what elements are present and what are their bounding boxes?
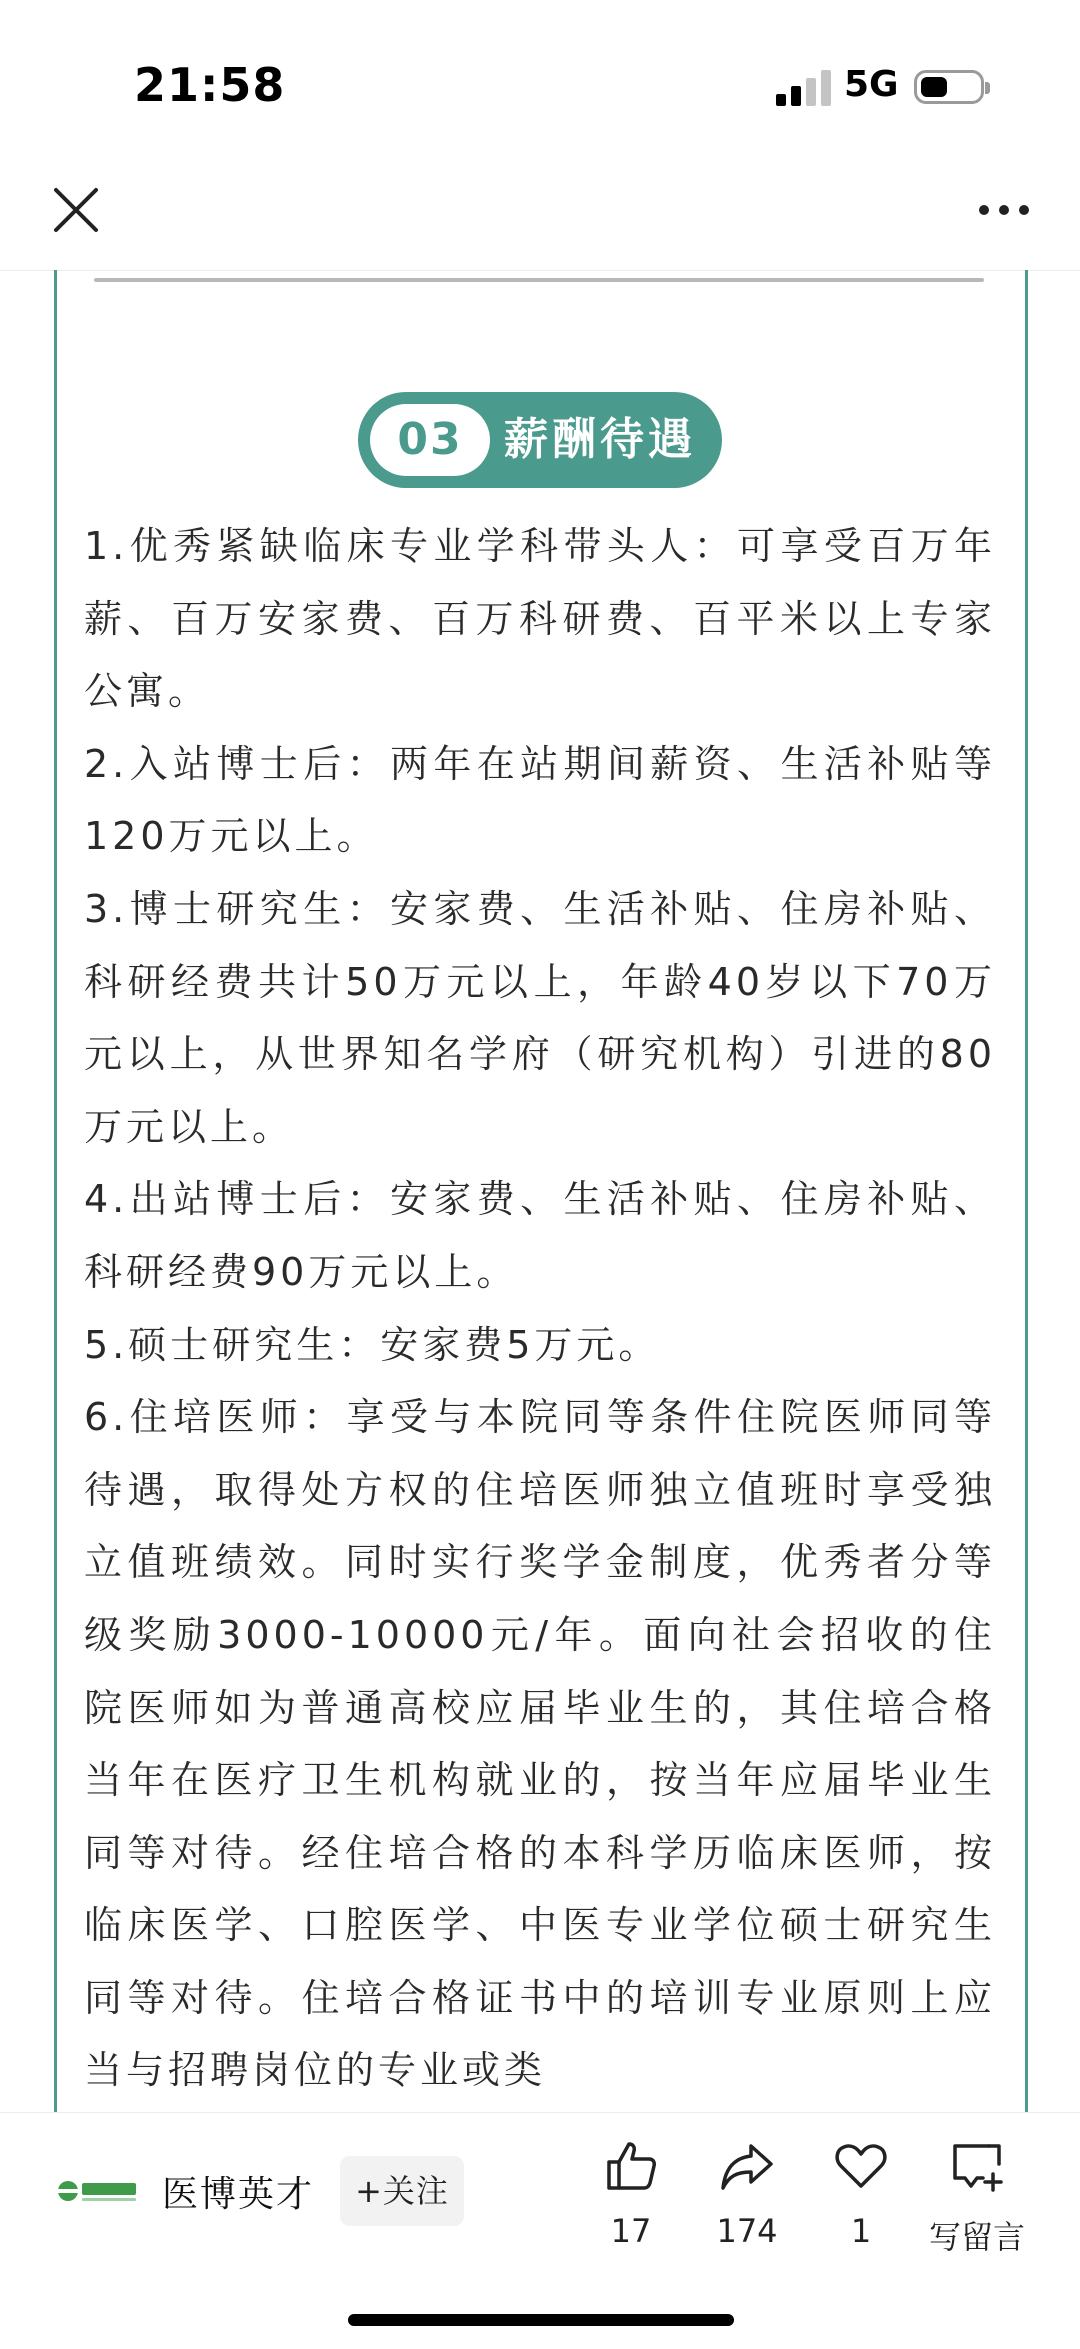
share-icon bbox=[719, 2138, 775, 2194]
thumbs-up-icon bbox=[603, 2138, 659, 2194]
share-button[interactable] bbox=[692, 2138, 802, 2250]
section-title: 薪酬待遇 bbox=[504, 414, 696, 465]
nav-bar bbox=[0, 170, 1080, 271]
comment-label: 写留言 bbox=[928, 2218, 1025, 2256]
heart-icon bbox=[833, 2138, 889, 2194]
paragraph: 3.博士研究生：安家费、生活补贴、住房补贴、科研经费共计50万元以上，年龄40岁以下70万元以上，从世界知名学府（研究机构）引进的80万元以上。 bbox=[84, 886, 996, 1149]
favorite-count: 1 bbox=[850, 2212, 872, 2250]
section-header bbox=[358, 392, 722, 488]
comment-icon bbox=[949, 2138, 1005, 2194]
status-bar bbox=[0, 0, 1080, 170]
section-divider bbox=[94, 278, 984, 282]
close-icon[interactable] bbox=[52, 186, 100, 234]
account-name[interactable]: 医博英才 bbox=[162, 2174, 315, 2215]
network-type: 5G bbox=[844, 64, 899, 105]
follow-button[interactable]: +关注 bbox=[340, 2156, 464, 2226]
like-count: 17 bbox=[610, 2212, 652, 2250]
battery-icon bbox=[914, 70, 984, 104]
article-body bbox=[84, 510, 996, 2107]
home-indicator[interactable] bbox=[348, 2314, 734, 2326]
like-button[interactable] bbox=[576, 2138, 686, 2250]
status-time: 21:58 bbox=[134, 58, 286, 112]
paragraph: 4.出站博士后：安家费、生活补贴、住房补贴、科研经费90万元以上。 bbox=[84, 1177, 996, 1294]
more-options-icon[interactable] bbox=[976, 200, 1032, 220]
cellular-signal-icon bbox=[776, 70, 832, 106]
section-number: 03 bbox=[370, 404, 490, 476]
share-count: 174 bbox=[716, 2212, 778, 2250]
comment-button[interactable] bbox=[922, 2138, 1032, 2258]
paragraph: 6.住培医师：享受与本院同等条件住院医师同等待遇，取得处方权的住培医师独立值班时享受独立值班绩效。同时实行奖学金制度，优秀者分等级奖励3000-10000元/年。面向社会招收的住院医师如为普通高校应届毕业生的，其住培合格当年在医疗卫生机构就业的，按当年应届毕业生同等对待。经住培合格的本科学历临床医师，按临床医学、口腔医学、中医专业学位硕士研究生同等对待。住培合格证书中的培训专业原则上应当与招聘岗位的专业或类 bbox=[84, 1395, 996, 2093]
paragraph: 5.硕士研究生：安家费5万元。 bbox=[84, 1322, 661, 1367]
paragraph: 2.入站博士后：两年在站期间薪资、生活补贴等120万元以上。 bbox=[84, 741, 996, 859]
paragraph: 1.优秀紧缺临床专业学科带头人：可享受百万年薪、百万安家费、百万科研费、百平米以上专家公寓。 bbox=[84, 524, 996, 714]
account-logo-icon[interactable] bbox=[56, 2176, 138, 2206]
favorite-button[interactable] bbox=[806, 2138, 916, 2250]
